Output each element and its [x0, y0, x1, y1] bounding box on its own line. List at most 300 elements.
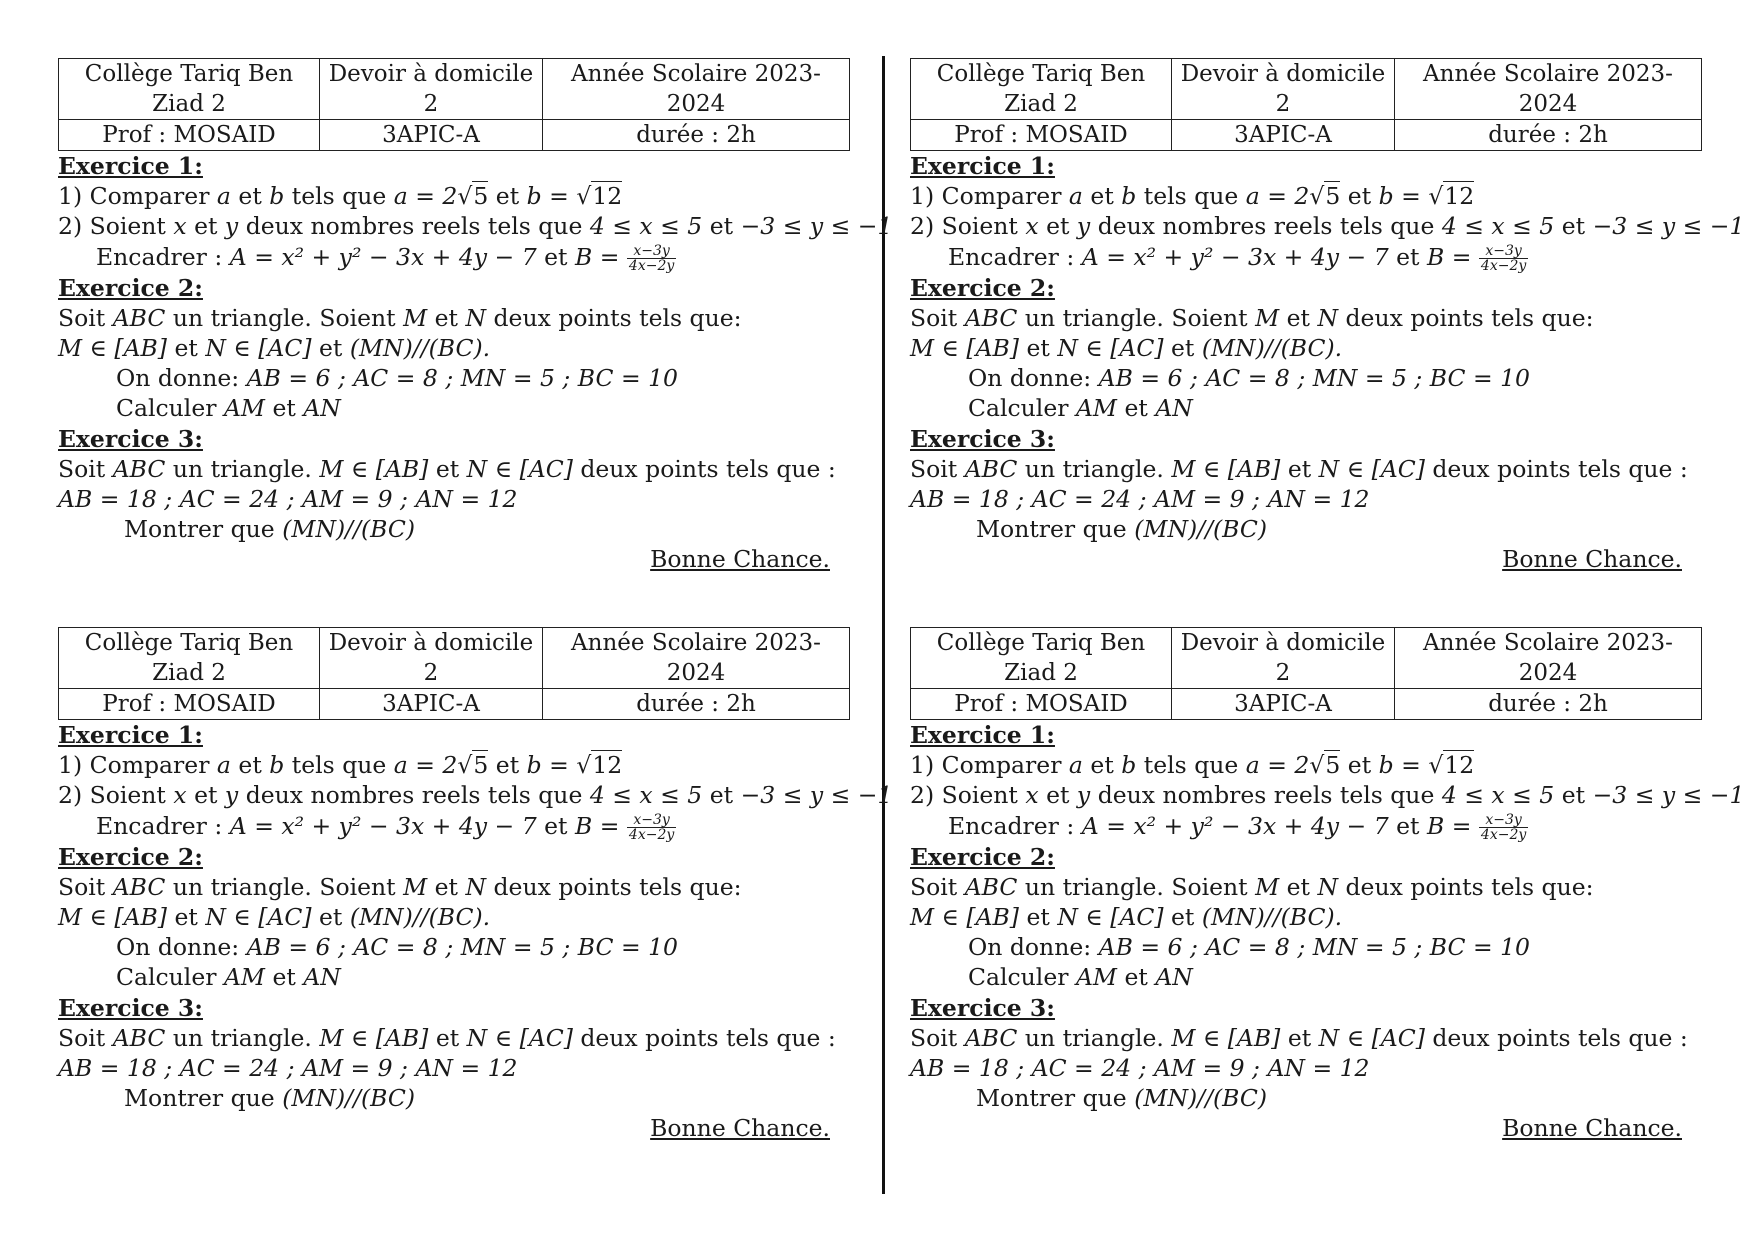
math: −3 ≤ y ≤ −1: [1592, 212, 1745, 241]
math: x: [1025, 212, 1039, 241]
class-name: 3APIC-A: [320, 689, 543, 720]
sqrt-sign: √: [576, 751, 592, 780]
fraction: [627, 244, 676, 273]
text: et: [238, 182, 262, 211]
math: N: [465, 872, 487, 901]
heading-text: Exercice 1:: [58, 152, 203, 180]
exercise-3-line-3: [910, 514, 1710, 544]
text: Montrer que: [124, 515, 275, 544]
exercise-1-heading: [58, 720, 858, 750]
math: x: [1025, 781, 1039, 810]
math: x: [173, 781, 187, 810]
exercise-2-line-1: [910, 303, 1710, 333]
math: ABC: [112, 454, 166, 483]
exam-sheet: [58, 58, 893, 575]
text: et: [1287, 454, 1312, 483]
math: 4 ≤ x ≤ 5: [1441, 212, 1555, 241]
text: et: [709, 781, 734, 810]
math: AB = 6 ; AC = 8 ; MN = 5 ; BC = 10: [246, 933, 679, 962]
exercise-1-line-1: [58, 750, 858, 780]
math: B =: [574, 811, 620, 840]
math: AB = 18 ; AC = 24 ; AM = 9 ; AN = 12: [58, 1054, 518, 1083]
header-table: [910, 58, 1702, 151]
exercise-2-heading: [58, 842, 858, 872]
closing-line: [58, 1113, 858, 1143]
exercise-2-line-1: [910, 872, 1710, 902]
exercise-3-line-2: [58, 1053, 858, 1083]
math: AN: [303, 394, 341, 423]
math: AB = 18 ; AC = 24 ; AM = 9 ; AN = 12: [910, 1054, 1370, 1083]
exercises: [58, 151, 893, 575]
text: Encadrer :: [948, 811, 1075, 840]
text: et: [1396, 811, 1420, 840]
exercise-1-heading: [910, 151, 1710, 181]
math: (MN)//(BC).: [349, 334, 491, 363]
math: N ∈ [AC]: [466, 454, 573, 483]
math: ABC: [112, 303, 166, 332]
math: M ∈ [AB]: [58, 903, 167, 932]
school-year: Année Scolaire 2023-2024: [1395, 628, 1702, 689]
math: b =: [1378, 751, 1421, 780]
exercise-2-line-3: [910, 932, 1710, 962]
text: un triangle.: [172, 454, 312, 483]
class-name: 3APIC-A: [1172, 120, 1395, 151]
text: et: [238, 751, 262, 780]
exercise-1-line-1: [58, 181, 858, 211]
exam-title: Devoir à domicile 2: [320, 628, 543, 689]
school-year: Année Scolaire 2023-2024: [543, 59, 850, 120]
math: N ∈ [AC]: [466, 1023, 573, 1052]
math: M: [403, 303, 428, 332]
exercise-3-line-2: [910, 484, 1710, 514]
text: et: [1090, 182, 1114, 211]
exercise-3-line-3: [58, 514, 858, 544]
math: AB = 6 ; AC = 8 ; MN = 5 ; BC = 10: [1098, 364, 1531, 393]
exercise-2-line-3: [910, 363, 1710, 393]
school-year: Année Scolaire 2023-2024: [1395, 59, 1702, 120]
text: Calculer: [116, 963, 217, 992]
exercise-2-line-3: [58, 363, 858, 393]
text: et: [1347, 751, 1372, 780]
fraction: [627, 813, 676, 842]
exam-sheet: [58, 627, 893, 1144]
sqrt-sign: √: [1309, 751, 1325, 780]
text: 1) Comparer: [58, 182, 210, 211]
math: AB = 18 ; AC = 24 ; AM = 9 ; AN = 12: [58, 485, 518, 514]
text: et: [709, 212, 734, 241]
exercise-2-heading: [910, 273, 1710, 303]
duration: durée : 2h: [1395, 689, 1702, 720]
math: (MN)//(BC).: [1201, 334, 1343, 363]
text: deux nombres reels tels que: [245, 781, 583, 810]
exercise-2-line-2: [910, 902, 1710, 932]
text: et: [434, 303, 458, 332]
duration: durée : 2h: [1395, 120, 1702, 151]
exercise-2-heading: [58, 273, 858, 303]
text: et: [174, 334, 198, 363]
math: A = x² + y² − 3x + 4y − 7: [229, 242, 537, 271]
text: deux points tels que:: [1345, 303, 1594, 332]
heading-text: Exercice 1:: [910, 721, 1055, 749]
math: ABC: [964, 1023, 1018, 1052]
radicand: 12: [1444, 751, 1475, 780]
radicand: 5: [1325, 751, 1341, 780]
text: et: [272, 963, 296, 992]
exercise-2-line-4: [910, 962, 1710, 992]
text: On donne:: [968, 364, 1092, 393]
math: AB = 6 ; AC = 8 ; MN = 5 ; BC = 10: [1098, 933, 1531, 962]
exam-sheet: [910, 58, 1745, 575]
math: ABC: [112, 1023, 166, 1052]
math: M ∈ [AB]: [1171, 1023, 1281, 1052]
numerator: x−3y: [627, 813, 676, 828]
school-name: Collège Tariq Ben Ziad 2: [911, 628, 1172, 689]
radicand: 5: [473, 751, 489, 780]
math: N ∈ [AC]: [1057, 334, 1164, 363]
exercise-2-line-4: [58, 393, 858, 423]
text: tels que: [1143, 182, 1239, 211]
math: N ∈ [AC]: [205, 903, 312, 932]
exercises: [910, 720, 1745, 1144]
math: (MN)//(BC): [282, 515, 416, 544]
text: deux nombres reels tels que: [1097, 212, 1435, 241]
text: et: [495, 751, 520, 780]
text: deux points tels que:: [1345, 872, 1594, 901]
class-name: 3APIC-A: [1172, 689, 1395, 720]
exercise-2-line-2: [58, 333, 858, 363]
text: Soit: [910, 1023, 958, 1052]
math: y: [1076, 212, 1091, 241]
math: a = 2: [1245, 751, 1310, 780]
text: et: [318, 334, 343, 363]
heading-text: Exercice 3:: [910, 993, 1055, 1022]
math: AN: [303, 963, 341, 992]
exercise-1-heading: [910, 720, 1710, 750]
closing-line: [910, 1113, 1710, 1143]
math: ABC: [964, 303, 1018, 332]
sqrt-sign: √: [457, 182, 473, 211]
text: Calculer: [968, 963, 1069, 992]
teacher-name: Prof : MOSAID: [911, 120, 1172, 151]
math: (MN)//(BC).: [1201, 903, 1343, 932]
duration: durée : 2h: [543, 689, 850, 720]
text: deux points tels que:: [493, 872, 742, 901]
math: b =: [526, 182, 569, 211]
math: B =: [1426, 242, 1472, 271]
exercise-3-line-3: [910, 1083, 1710, 1113]
text: deux points tels que :: [580, 454, 836, 483]
text: 2) Soient: [58, 781, 166, 810]
math: y: [1076, 781, 1091, 810]
exercise-2-line-2: [58, 902, 858, 932]
text: deux points tels que :: [1432, 1023, 1688, 1052]
text: Montrer que: [976, 515, 1127, 544]
heading-text: Exercice 3:: [58, 424, 203, 453]
text: Encadrer :: [96, 811, 223, 840]
closing-line: [910, 544, 1710, 574]
math: AN: [1155, 394, 1193, 423]
math: (MN)//(BC).: [349, 903, 491, 932]
math: A = x² + y² − 3x + 4y − 7: [229, 811, 537, 840]
math: AM: [223, 394, 265, 423]
math: AM: [1075, 394, 1117, 423]
class-name: 3APIC-A: [320, 120, 543, 151]
text: et: [1286, 303, 1310, 332]
text: et: [1170, 903, 1195, 932]
exercise-1-line-1: [910, 750, 1710, 780]
math: b: [269, 182, 285, 211]
text: et: [1026, 903, 1050, 932]
text: Soit: [910, 303, 958, 332]
math: N: [1317, 872, 1339, 901]
math: N ∈ [AC]: [205, 334, 312, 363]
radicand: 12: [592, 182, 623, 211]
math: AM: [223, 963, 265, 992]
text: un triangle.: [172, 1023, 312, 1052]
math: M ∈ [AB]: [1171, 454, 1281, 483]
sqrt-sign: √: [1309, 182, 1325, 211]
text: un triangle. Soient: [172, 303, 396, 332]
text: et: [544, 242, 568, 271]
teacher-name: Prof : MOSAID: [59, 120, 320, 151]
text: tels que: [1143, 751, 1239, 780]
math: B =: [574, 242, 620, 271]
math: a = 2: [393, 751, 458, 780]
text: et: [1287, 1023, 1312, 1052]
exercise-3-heading: [910, 424, 1710, 454]
math: (MN)//(BC): [282, 1084, 416, 1113]
math: b: [1121, 182, 1137, 211]
text: Soit: [910, 872, 958, 901]
bonne-chance: Bonne Chance.: [650, 545, 830, 574]
text: Soit: [910, 454, 958, 483]
math: A = x² + y² − 3x + 4y − 7: [1081, 811, 1389, 840]
radicand: 12: [1444, 182, 1475, 211]
fraction: [1479, 813, 1528, 842]
header-table: [58, 627, 850, 720]
exercise-1-line-3: [910, 811, 1710, 842]
text: et: [194, 212, 218, 241]
numerator: x−3y: [627, 244, 676, 259]
math: B =: [1426, 811, 1472, 840]
text: un triangle.: [1024, 454, 1164, 483]
text: 2) Soient: [910, 212, 1018, 241]
math: −3 ≤ y ≤ −1: [740, 212, 893, 241]
sqrt-sign: √: [1428, 751, 1444, 780]
math: a: [216, 182, 231, 211]
exercise-1-line-2: [58, 211, 893, 241]
math: ABC: [112, 872, 166, 901]
heading-text: Exercice 2:: [58, 842, 203, 871]
exercise-1-line-3: [58, 811, 858, 842]
text: Encadrer :: [96, 242, 223, 271]
exercise-3-line-3: [58, 1083, 858, 1113]
text: 1) Comparer: [910, 182, 1062, 211]
math: b: [269, 751, 285, 780]
math: a = 2: [1245, 182, 1310, 211]
math: M: [1255, 303, 1280, 332]
exercise-2-line-4: [910, 393, 1710, 423]
math: N ∈ [AC]: [1057, 903, 1164, 932]
exercise-3-line-2: [58, 484, 858, 514]
text: On donne:: [116, 364, 240, 393]
exercise-3-heading: [910, 993, 1710, 1023]
exercise-3-line-1: [58, 454, 858, 484]
math: M: [1255, 872, 1280, 901]
exercise-1-heading: [58, 151, 858, 181]
exercise-2-line-2: [910, 333, 1710, 363]
math: N ∈ [AC]: [1318, 454, 1425, 483]
text: et: [1286, 872, 1310, 901]
text: et: [1561, 781, 1586, 810]
text: un triangle.: [1024, 1023, 1164, 1052]
text: et: [194, 781, 218, 810]
heading-text: Exercice 1:: [58, 721, 203, 749]
text: 1) Comparer: [58, 751, 210, 780]
text: et: [1124, 394, 1148, 423]
text: et: [435, 454, 460, 483]
exercise-2-heading: [910, 842, 1710, 872]
math: (MN)//(BC): [1134, 1084, 1268, 1113]
exercise-3-heading: [58, 424, 858, 454]
heading-text: Exercice 2:: [58, 273, 203, 302]
text: et: [1124, 963, 1148, 992]
text: et: [1090, 751, 1114, 780]
bonne-chance: Bonne Chance.: [1502, 545, 1682, 574]
math: 4 ≤ x ≤ 5: [589, 212, 703, 241]
text: deux nombres reels tels que: [245, 212, 583, 241]
text: deux points tels que :: [1432, 454, 1688, 483]
text: et: [1046, 212, 1070, 241]
math: y: [224, 781, 239, 810]
math: N: [1317, 303, 1339, 332]
denominator: 4x−2y: [628, 257, 675, 274]
text: Calculer: [968, 394, 1069, 423]
text: et: [174, 903, 198, 932]
teacher-name: Prof : MOSAID: [59, 689, 320, 720]
exercise-1-line-3: [58, 242, 858, 273]
school-name: Collège Tariq Ben Ziad 2: [59, 59, 320, 120]
text: Soit: [58, 454, 106, 483]
text: et: [1347, 182, 1372, 211]
exercise-1-line-1: [910, 181, 1710, 211]
text: et: [318, 903, 343, 932]
math: M ∈ [AB]: [58, 334, 167, 363]
text: On donne:: [116, 933, 240, 962]
exam-title: Devoir à domicile 2: [1172, 59, 1395, 120]
math: N ∈ [AC]: [1318, 1023, 1425, 1052]
math: b: [1121, 751, 1137, 780]
text: un triangle. Soient: [1024, 303, 1248, 332]
teacher-name: Prof : MOSAID: [911, 689, 1172, 720]
text: deux nombres reels tels que: [1097, 781, 1435, 810]
math: a: [216, 751, 231, 780]
heading-text: Exercice 2:: [910, 842, 1055, 871]
bonne-chance: Bonne Chance.: [650, 1114, 830, 1143]
header-table: [910, 627, 1702, 720]
denominator: 4x−2y: [1480, 826, 1527, 843]
math: N: [465, 303, 487, 332]
math: x: [173, 212, 187, 241]
closing-line: [58, 544, 858, 574]
math: ABC: [964, 872, 1018, 901]
exam-sheet: [910, 627, 1745, 1144]
exercise-1-line-2: [58, 780, 893, 810]
text: et: [495, 182, 520, 211]
fraction: [1479, 244, 1528, 273]
exercise-3-line-2: [910, 1053, 1710, 1083]
text: et: [434, 872, 458, 901]
exercise-2-line-1: [58, 303, 858, 333]
math: 4 ≤ x ≤ 5: [1441, 781, 1555, 810]
numerator: x−3y: [1479, 813, 1528, 828]
math: M ∈ [AB]: [910, 903, 1019, 932]
exercise-1-line-2: [910, 780, 1745, 810]
math: M: [403, 872, 428, 901]
text: tels que: [291, 182, 387, 211]
exam-title: Devoir à domicile 2: [1172, 628, 1395, 689]
text: deux points tels que :: [580, 1023, 836, 1052]
math: AB = 18 ; AC = 24 ; AM = 9 ; AN = 12: [910, 485, 1370, 514]
text: tels que: [291, 751, 387, 780]
text: Montrer que: [976, 1084, 1127, 1113]
exercise-3-line-1: [910, 454, 1710, 484]
header-table: [58, 58, 850, 151]
math: b =: [526, 751, 569, 780]
math: AM: [1075, 963, 1117, 992]
math: ABC: [964, 454, 1018, 483]
text: et: [1170, 334, 1195, 363]
text: 2) Soient: [58, 212, 166, 241]
text: deux points tels que:: [493, 303, 742, 332]
numerator: x−3y: [1479, 244, 1528, 259]
school-year: Année Scolaire 2023-2024: [543, 628, 850, 689]
text: Encadrer :: [948, 242, 1075, 271]
text: Soit: [58, 1023, 106, 1052]
text: Soit: [58, 303, 106, 332]
exercise-2-line-3: [58, 932, 858, 962]
text: et: [1026, 334, 1050, 363]
exercise-3-line-1: [910, 1023, 1710, 1053]
math: −3 ≤ y ≤ −1: [1592, 781, 1745, 810]
text: 2) Soient: [910, 781, 1018, 810]
math: M ∈ [AB]: [319, 454, 429, 483]
exercises: [58, 720, 893, 1144]
text: et: [1046, 781, 1070, 810]
sqrt-sign: √: [1428, 182, 1444, 211]
text: un triangle. Soient: [172, 872, 396, 901]
text: un triangle. Soient: [1024, 872, 1248, 901]
duration: durée : 2h: [543, 120, 850, 151]
exercise-1-line-3: [910, 242, 1710, 273]
exercise-1-line-2: [910, 211, 1745, 241]
denominator: 4x−2y: [628, 826, 675, 843]
text: et: [1396, 242, 1420, 271]
math: a: [1068, 182, 1083, 211]
text: Soit: [58, 872, 106, 901]
school-name: Collège Tariq Ben Ziad 2: [59, 628, 320, 689]
heading-text: Exercice 2:: [910, 273, 1055, 302]
sqrt-sign: √: [457, 751, 473, 780]
text: Montrer que: [124, 1084, 275, 1113]
math: −3 ≤ y ≤ −1: [740, 781, 893, 810]
text: et: [1561, 212, 1586, 241]
math: (MN)//(BC): [1134, 515, 1268, 544]
exercises: [910, 151, 1745, 575]
heading-text: Exercice 3:: [910, 424, 1055, 453]
exercise-2-line-1: [58, 872, 858, 902]
sqrt-sign: √: [576, 182, 592, 211]
